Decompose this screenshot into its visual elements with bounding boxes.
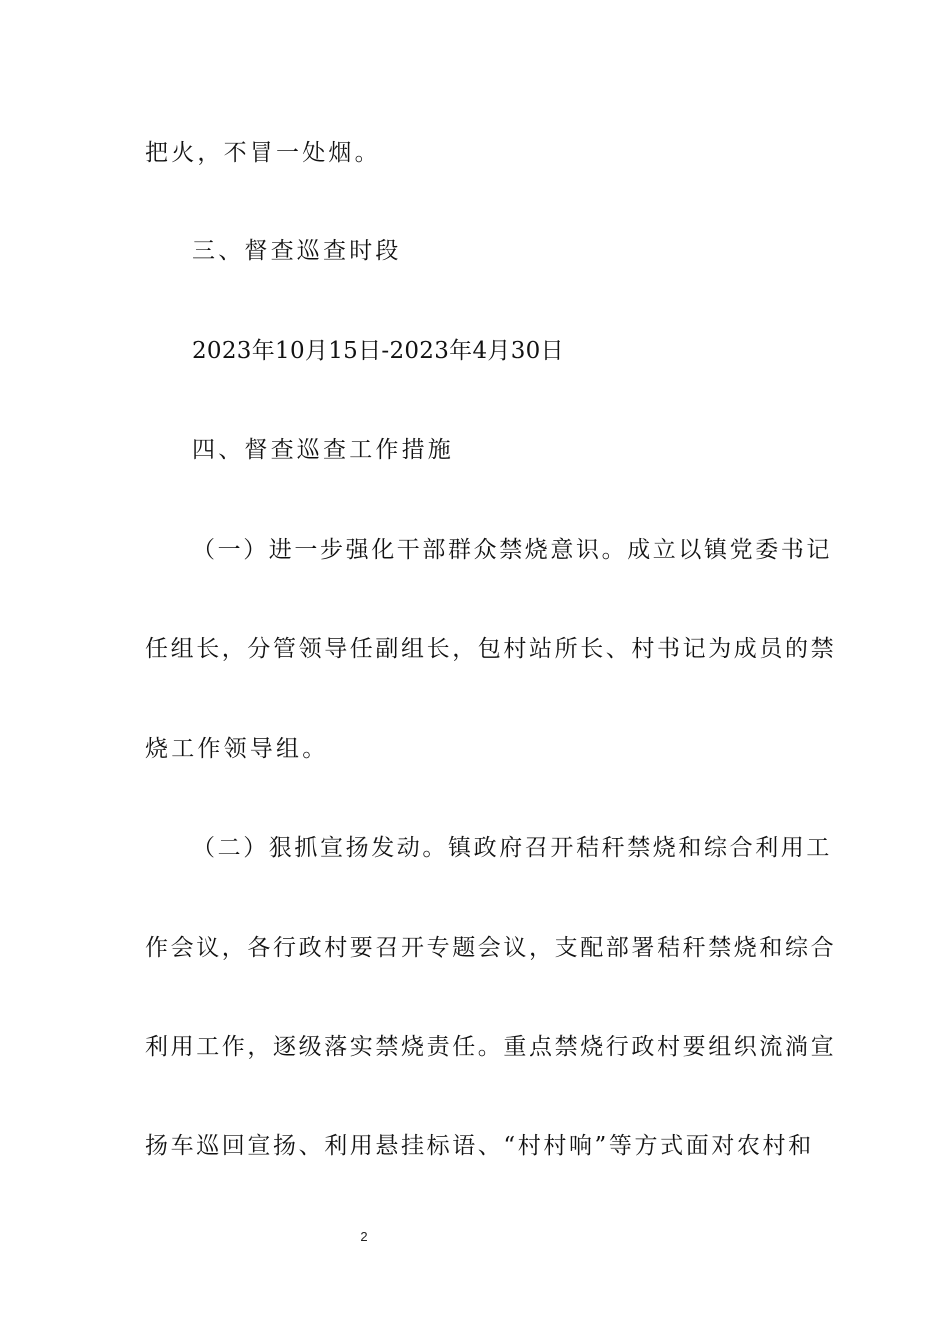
page-number: 2 [360, 1229, 368, 1244]
paragraph-line: 任组长，分管领导任副组长，包村站所长、村书记为成员的禁 [145, 636, 837, 662]
section-heading: 三、督查巡查时段 [192, 238, 402, 264]
paragraph-line: 把火，不冒一处烟。 [145, 140, 381, 166]
paragraph-line: 作会议，各行政村要召开专题会议，支配部署秸秆禁烧和综合 [145, 935, 837, 961]
paragraph-line: （二）狠抓宣扬发动。镇政府召开秸秆禁烧和综合利用工 [192, 835, 832, 861]
section-heading: 四、督查巡查工作措施 [192, 437, 454, 463]
paragraph-line: 利用工作，逐级落实禁烧责任。重点禁烧行政村要组织流淌宣 [145, 1034, 837, 1060]
paragraph-line: （一）进一步强化干部群众禁烧意识。成立以镇党委书记 [192, 537, 832, 563]
paragraph-line: 扬车巡回宣扬、利用悬挂标语、“村村响”等方式面对农村和 [145, 1133, 814, 1159]
date-range: 2023年10月15日-2023年4月30日 [192, 338, 564, 364]
paragraph-line: 烧工作领导组。 [145, 736, 329, 762]
